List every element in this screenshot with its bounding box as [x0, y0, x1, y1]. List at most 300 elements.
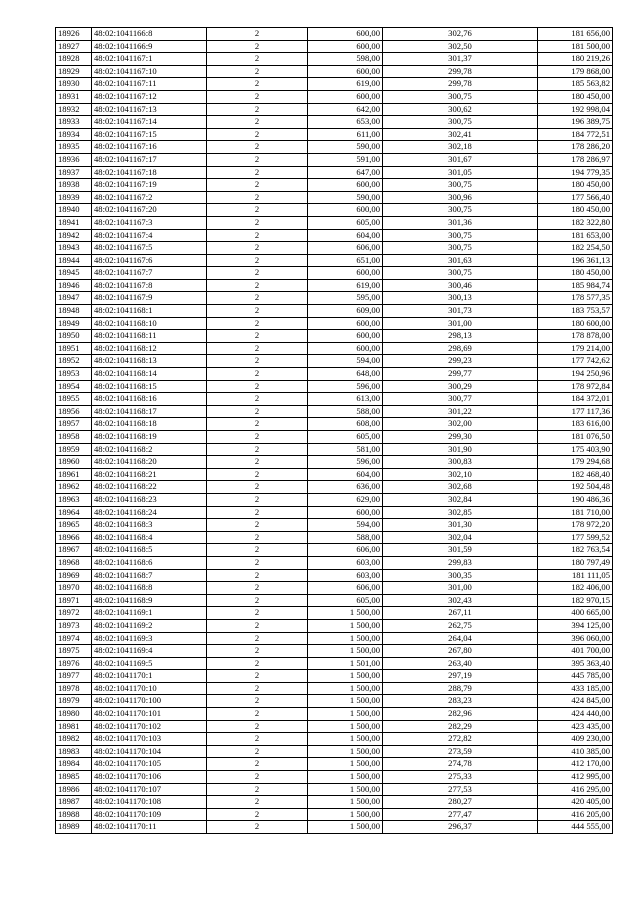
count-cell: 2 — [207, 204, 308, 217]
count-cell: 2 — [207, 305, 308, 318]
count-cell: 2 — [207, 481, 308, 494]
unit-cost-cell: 299,78 — [383, 65, 538, 78]
cadastral-value-cell: 177 117,36 — [538, 405, 613, 418]
area-cell: 600,00 — [308, 317, 383, 330]
unit-cost-cell: 300,75 — [383, 242, 538, 255]
cadastral-value-cell: 178 577,35 — [538, 292, 613, 305]
cadastral-value-cell: 192 504,48 — [538, 481, 613, 494]
cadastral-number: 48:02:1041167:8 — [92, 279, 207, 292]
row-number: 18968 — [56, 556, 92, 569]
unit-cost-cell: 300,75 — [383, 116, 538, 129]
cadastral-value-cell: 182 254,50 — [538, 242, 613, 255]
cadastral-value-cell: 180 450,00 — [538, 204, 613, 217]
area-cell: 1 500,00 — [308, 619, 383, 632]
row-number: 18935 — [56, 141, 92, 154]
cadastral-value-cell: 424 440,00 — [538, 708, 613, 721]
row-number: 18987 — [56, 796, 92, 809]
row-number: 18955 — [56, 393, 92, 406]
row-number: 18953 — [56, 368, 92, 381]
cadastral-value-cell: 445 785,00 — [538, 670, 613, 683]
cadastral-number: 48:02:1041169:1 — [92, 607, 207, 620]
row-number: 18958 — [56, 431, 92, 444]
row-number: 18978 — [56, 682, 92, 695]
cadastral-value-cell: 181 653,00 — [538, 229, 613, 242]
area-cell: 600,00 — [308, 65, 383, 78]
cadastral-value-cell: 182 468,40 — [538, 468, 613, 481]
unit-cost-cell: 282,96 — [383, 708, 538, 721]
area-cell: 611,00 — [308, 128, 383, 141]
cadastral-value-cell: 424 845,00 — [538, 695, 613, 708]
table-row — [56, 166, 613, 179]
cadastral-value-cell: 178 286,97 — [538, 153, 613, 166]
cadastral-value-cell: 175 403,90 — [538, 443, 613, 456]
row-number: 18941 — [56, 216, 92, 229]
cadastral-value-cell: 183 616,00 — [538, 418, 613, 431]
row-number: 18956 — [56, 405, 92, 418]
cadastral-value-cell: 192 998,04 — [538, 103, 613, 116]
area-cell: 600,00 — [308, 179, 383, 192]
cadastral-value-cell: 409 230,00 — [538, 733, 613, 746]
table-row — [56, 682, 613, 695]
row-number: 18979 — [56, 695, 92, 708]
cadastral-number: 48:02:1041168:6 — [92, 556, 207, 569]
row-number: 18988 — [56, 808, 92, 821]
unit-cost-cell: 300,96 — [383, 191, 538, 204]
unit-cost-cell: 300,75 — [383, 229, 538, 242]
table-row — [56, 65, 613, 78]
unit-cost-cell: 296,37 — [383, 821, 538, 834]
cadastral-number: 48:02:1041167:9 — [92, 292, 207, 305]
unit-cost-cell: 283,23 — [383, 695, 538, 708]
table-row — [56, 443, 613, 456]
area-cell: 1 500,00 — [308, 758, 383, 771]
cadastral-value-cell: 395 363,40 — [538, 657, 613, 670]
cadastral-value-cell: 178 972,84 — [538, 380, 613, 393]
table-row — [56, 204, 613, 217]
cadastral-value-cell: 396 060,00 — [538, 632, 613, 645]
row-number: 18938 — [56, 179, 92, 192]
row-number: 18945 — [56, 267, 92, 280]
unit-cost-cell: 301,05 — [383, 166, 538, 179]
count-cell: 2 — [207, 645, 308, 658]
cadastral-number: 48:02:1041170:102 — [92, 720, 207, 733]
row-number: 18986 — [56, 783, 92, 796]
cadastral-value-cell: 182 406,00 — [538, 582, 613, 595]
unit-cost-cell: 262,75 — [383, 619, 538, 632]
row-number: 18947 — [56, 292, 92, 305]
area-cell: 590,00 — [308, 141, 383, 154]
unit-cost-cell: 299,30 — [383, 431, 538, 444]
row-number: 18931 — [56, 90, 92, 103]
count-cell: 2 — [207, 771, 308, 784]
count-cell: 2 — [207, 405, 308, 418]
table-row — [56, 191, 613, 204]
area-cell: 595,00 — [308, 292, 383, 305]
cadastral-value-cell: 177 599,52 — [538, 531, 613, 544]
table-row — [56, 279, 613, 292]
cadastral-value-cell: 177 566,40 — [538, 191, 613, 204]
unit-cost-cell: 273,59 — [383, 745, 538, 758]
area-cell: 606,00 — [308, 242, 383, 255]
unit-cost-cell: 264,04 — [383, 632, 538, 645]
row-number: 18962 — [56, 481, 92, 494]
unit-cost-cell: 298,13 — [383, 330, 538, 343]
row-number: 18926 — [56, 28, 92, 41]
cadastral-value-cell: 400 665,00 — [538, 607, 613, 620]
cadastral-number: 48:02:1041167:7 — [92, 267, 207, 280]
cadastral-value-cell: 180 450,00 — [538, 90, 613, 103]
area-cell: 647,00 — [308, 166, 383, 179]
unit-cost-cell: 299,83 — [383, 556, 538, 569]
table-row — [56, 380, 613, 393]
cadastral-number: 48:02:1041170:101 — [92, 708, 207, 721]
unit-cost-cell: 299,23 — [383, 355, 538, 368]
row-number: 18974 — [56, 632, 92, 645]
cadastral-value-cell: 178 972,20 — [538, 519, 613, 532]
cadastral-number: 48:02:1041167:1 — [92, 53, 207, 66]
cadastral-number: 48:02:1041170:109 — [92, 808, 207, 821]
unit-cost-cell: 300,62 — [383, 103, 538, 116]
row-number: 18951 — [56, 342, 92, 355]
unit-cost-cell: 272,82 — [383, 733, 538, 746]
row-number: 18983 — [56, 745, 92, 758]
unit-cost-cell: 302,04 — [383, 531, 538, 544]
cadastral-number: 48:02:1041170:1 — [92, 670, 207, 683]
area-cell: 588,00 — [308, 531, 383, 544]
unit-cost-cell: 301,00 — [383, 317, 538, 330]
unit-cost-cell: 302,50 — [383, 40, 538, 53]
row-number: 18933 — [56, 116, 92, 129]
row-number: 18971 — [56, 594, 92, 607]
table-row — [56, 393, 613, 406]
area-cell: 1 500,00 — [308, 720, 383, 733]
row-number: 18969 — [56, 569, 92, 582]
area-cell: 629,00 — [308, 493, 383, 506]
table-row — [56, 141, 613, 154]
cadastral-value-cell: 185 984,74 — [538, 279, 613, 292]
table-row — [56, 317, 613, 330]
unit-cost-cell: 300,29 — [383, 380, 538, 393]
area-cell: 642,00 — [308, 103, 383, 116]
unit-cost-cell: 300,75 — [383, 179, 538, 192]
area-cell: 1 500,00 — [308, 708, 383, 721]
row-number: 18981 — [56, 720, 92, 733]
row-number: 18975 — [56, 645, 92, 658]
unit-cost-cell: 301,67 — [383, 153, 538, 166]
table-row — [56, 808, 613, 821]
unit-cost-cell: 300,35 — [383, 569, 538, 582]
area-cell: 600,00 — [308, 267, 383, 280]
cadastral-number: 48:02:1041168:9 — [92, 594, 207, 607]
row-number: 18963 — [56, 493, 92, 506]
count-cell: 2 — [207, 443, 308, 456]
cadastral-number: 48:02:1041167:6 — [92, 254, 207, 267]
row-number: 18932 — [56, 103, 92, 116]
unit-cost-cell: 267,80 — [383, 645, 538, 658]
area-cell: 1 500,00 — [308, 670, 383, 683]
area-cell: 581,00 — [308, 443, 383, 456]
count-cell: 2 — [207, 758, 308, 771]
count-cell: 2 — [207, 695, 308, 708]
row-number: 18965 — [56, 519, 92, 532]
unit-cost-cell: 297,19 — [383, 670, 538, 683]
area-cell: 608,00 — [308, 418, 383, 431]
unit-cost-cell: 288,79 — [383, 682, 538, 695]
unit-cost-cell: 282,29 — [383, 720, 538, 733]
cadastral-value-cell: 181 656,00 — [538, 28, 613, 41]
row-number: 18937 — [56, 166, 92, 179]
cadastral-value-cell: 196 361,13 — [538, 254, 613, 267]
cadastral-value-cell: 194 250,96 — [538, 368, 613, 381]
unit-cost-cell: 300,13 — [383, 292, 538, 305]
cadastral-number: 48:02:1041169:5 — [92, 657, 207, 670]
unit-cost-cell: 301,63 — [383, 254, 538, 267]
cadastral-value-cell: 394 125,00 — [538, 619, 613, 632]
cadastral-number: 48:02:1041170:11 — [92, 821, 207, 834]
cadastral-number: 48:02:1041167:3 — [92, 216, 207, 229]
unit-cost-cell: 301,00 — [383, 582, 538, 595]
area-cell: 590,00 — [308, 191, 383, 204]
table-row — [56, 619, 613, 632]
area-cell: 609,00 — [308, 305, 383, 318]
row-number: 18973 — [56, 619, 92, 632]
row-number: 18942 — [56, 229, 92, 242]
cadastral-value-cell: 444 555,00 — [538, 821, 613, 834]
cadastral-number: 48:02:1041168:24 — [92, 506, 207, 519]
count-cell: 2 — [207, 317, 308, 330]
table-row — [56, 342, 613, 355]
count-cell: 2 — [207, 569, 308, 582]
count-cell: 2 — [207, 632, 308, 645]
count-cell: 2 — [207, 330, 308, 343]
table-row — [56, 229, 613, 242]
count-cell: 2 — [207, 708, 308, 721]
cadastral-value-cell: 182 970,15 — [538, 594, 613, 607]
count-cell: 2 — [207, 116, 308, 129]
table-row — [56, 771, 613, 784]
cadastral-number: 48:02:1041168:5 — [92, 544, 207, 557]
cadastral-number: 48:02:1041168:16 — [92, 393, 207, 406]
cadastral-number: 48:02:1041167:4 — [92, 229, 207, 242]
cadastral-value-cell: 180 600,00 — [538, 317, 613, 330]
row-number: 18936 — [56, 153, 92, 166]
row-number: 18982 — [56, 733, 92, 746]
row-number: 18929 — [56, 65, 92, 78]
cadastral-number: 48:02:1041168:22 — [92, 481, 207, 494]
row-number: 18939 — [56, 191, 92, 204]
count-cell: 2 — [207, 670, 308, 683]
area-cell: 598,00 — [308, 53, 383, 66]
count-cell: 2 — [207, 166, 308, 179]
cadastral-value-cell: 182 322,80 — [538, 216, 613, 229]
cadastral-value-cell: 177 742,62 — [538, 355, 613, 368]
table-row — [56, 745, 613, 758]
cadastral-number: 48:02:1041168:7 — [92, 569, 207, 582]
count-cell: 2 — [207, 519, 308, 532]
count-cell: 2 — [207, 128, 308, 141]
area-cell: 1 500,00 — [308, 821, 383, 834]
row-number: 18964 — [56, 506, 92, 519]
cadastral-number: 48:02:1041168:13 — [92, 355, 207, 368]
count-cell: 2 — [207, 216, 308, 229]
cadastral-number: 48:02:1041167:12 — [92, 90, 207, 103]
area-cell: 1 500,00 — [308, 682, 383, 695]
cadastral-value-cell: 196 389,75 — [538, 116, 613, 129]
cadastral-number: 48:02:1041168:10 — [92, 317, 207, 330]
count-cell: 2 — [207, 267, 308, 280]
area-cell: 1 501,00 — [308, 657, 383, 670]
area-cell: 596,00 — [308, 456, 383, 469]
unit-cost-cell: 300,75 — [383, 204, 538, 217]
table-row — [56, 733, 613, 746]
cadastral-number: 48:02:1041168:11 — [92, 330, 207, 343]
cadastral-value-cell: 183 753,57 — [538, 305, 613, 318]
unit-cost-cell: 263,40 — [383, 657, 538, 670]
area-cell: 600,00 — [308, 330, 383, 343]
cadastral-number: 48:02:1041170:106 — [92, 771, 207, 784]
cadastral-value-cell: 181 500,00 — [538, 40, 613, 53]
row-number: 18934 — [56, 128, 92, 141]
count-cell: 2 — [207, 733, 308, 746]
unit-cost-cell: 302,84 — [383, 493, 538, 506]
count-cell: 2 — [207, 53, 308, 66]
cadastral-number: 48:02:1041168:15 — [92, 380, 207, 393]
area-cell: 651,00 — [308, 254, 383, 267]
row-number: 18957 — [56, 418, 92, 431]
cadastral-number: 48:02:1041168:3 — [92, 519, 207, 532]
unit-cost-cell: 302,00 — [383, 418, 538, 431]
row-number: 18948 — [56, 305, 92, 318]
count-cell: 2 — [207, 531, 308, 544]
table-row — [56, 607, 613, 620]
area-cell: 648,00 — [308, 368, 383, 381]
area-cell: 1 500,00 — [308, 695, 383, 708]
table-row — [56, 305, 613, 318]
cadastral-value-cell: 190 486,36 — [538, 493, 613, 506]
cadastral-value-cell: 180 219,26 — [538, 53, 613, 66]
area-cell: 653,00 — [308, 116, 383, 129]
area-cell: 1 500,00 — [308, 632, 383, 645]
table-row — [56, 53, 613, 66]
cadastral-number: 48:02:1041168:4 — [92, 531, 207, 544]
cadastral-value-cell: 184 772,51 — [538, 128, 613, 141]
table-row — [56, 292, 613, 305]
unit-cost-cell: 301,30 — [383, 519, 538, 532]
row-number: 18960 — [56, 456, 92, 469]
unit-cost-cell: 277,53 — [383, 783, 538, 796]
cadastral-number: 48:02:1041166:9 — [92, 40, 207, 53]
count-cell: 2 — [207, 556, 308, 569]
cadastral-value-cell: 178 286,20 — [538, 141, 613, 154]
count-cell: 2 — [207, 808, 308, 821]
cadastral-number: 48:02:1041167:2 — [92, 191, 207, 204]
row-number: 18970 — [56, 582, 92, 595]
table-row — [56, 758, 613, 771]
table-row — [56, 355, 613, 368]
cadastral-number: 48:02:1041167:17 — [92, 153, 207, 166]
cadastral-number: 48:02:1041169:3 — [92, 632, 207, 645]
area-cell: 1 500,00 — [308, 783, 383, 796]
row-number: 18927 — [56, 40, 92, 53]
table-row — [56, 28, 613, 41]
cadastral-value-cell: 412 170,00 — [538, 758, 613, 771]
row-number: 18976 — [56, 657, 92, 670]
count-cell: 2 — [207, 783, 308, 796]
count-cell: 2 — [207, 141, 308, 154]
table-row — [56, 456, 613, 469]
cadastral-number: 48:02:1041170:100 — [92, 695, 207, 708]
area-cell: 605,00 — [308, 594, 383, 607]
cadastral-value-cell: 433 185,00 — [538, 682, 613, 695]
count-cell: 2 — [207, 456, 308, 469]
table-row — [56, 431, 613, 444]
area-cell: 613,00 — [308, 393, 383, 406]
cadastral-number: 48:02:1041167:11 — [92, 78, 207, 91]
table-row — [56, 179, 613, 192]
count-cell: 2 — [207, 821, 308, 834]
table-row — [56, 128, 613, 141]
count-cell: 2 — [207, 292, 308, 305]
count-cell: 2 — [207, 506, 308, 519]
table-row — [56, 481, 613, 494]
table-row — [56, 582, 613, 595]
unit-cost-cell: 274,78 — [383, 758, 538, 771]
count-cell: 2 — [207, 179, 308, 192]
area-cell: 605,00 — [308, 216, 383, 229]
table-row — [56, 594, 613, 607]
cadastral-number: 48:02:1041167:15 — [92, 128, 207, 141]
unit-cost-cell: 301,36 — [383, 216, 538, 229]
cadastral-number: 48:02:1041170:105 — [92, 758, 207, 771]
table-row — [56, 153, 613, 166]
row-number: 18980 — [56, 708, 92, 721]
table-row — [56, 821, 613, 834]
row-number: 18966 — [56, 531, 92, 544]
count-cell: 2 — [207, 191, 308, 204]
cadastral-value-cell: 182 763,54 — [538, 544, 613, 557]
area-cell: 604,00 — [308, 229, 383, 242]
count-cell: 2 — [207, 657, 308, 670]
area-cell: 1 500,00 — [308, 796, 383, 809]
cadastral-number: 48:02:1041170:104 — [92, 745, 207, 758]
table-row — [56, 783, 613, 796]
table-row — [56, 544, 613, 557]
count-cell: 2 — [207, 796, 308, 809]
count-cell: 2 — [207, 607, 308, 620]
count-cell: 2 — [207, 342, 308, 355]
cadastral-value-cell: 181 710,00 — [538, 506, 613, 519]
count-cell: 2 — [207, 745, 308, 758]
row-number: 18952 — [56, 355, 92, 368]
cadastral-number: 48:02:1041167:5 — [92, 242, 207, 255]
area-cell: 1 500,00 — [308, 771, 383, 784]
count-cell: 2 — [207, 682, 308, 695]
unit-cost-cell: 302,41 — [383, 128, 538, 141]
row-number: 18944 — [56, 254, 92, 267]
table-row — [56, 216, 613, 229]
cadastral-number: 48:02:1041167:13 — [92, 103, 207, 116]
table-row — [56, 267, 613, 280]
row-number: 18985 — [56, 771, 92, 784]
area-cell: 600,00 — [308, 506, 383, 519]
area-cell: 594,00 — [308, 355, 383, 368]
unit-cost-cell: 302,18 — [383, 141, 538, 154]
unit-cost-cell: 299,78 — [383, 78, 538, 91]
unit-cost-cell: 300,83 — [383, 456, 538, 469]
table-row — [56, 368, 613, 381]
cadastral-number: 48:02:1041167:16 — [92, 141, 207, 154]
count-cell: 2 — [207, 28, 308, 41]
